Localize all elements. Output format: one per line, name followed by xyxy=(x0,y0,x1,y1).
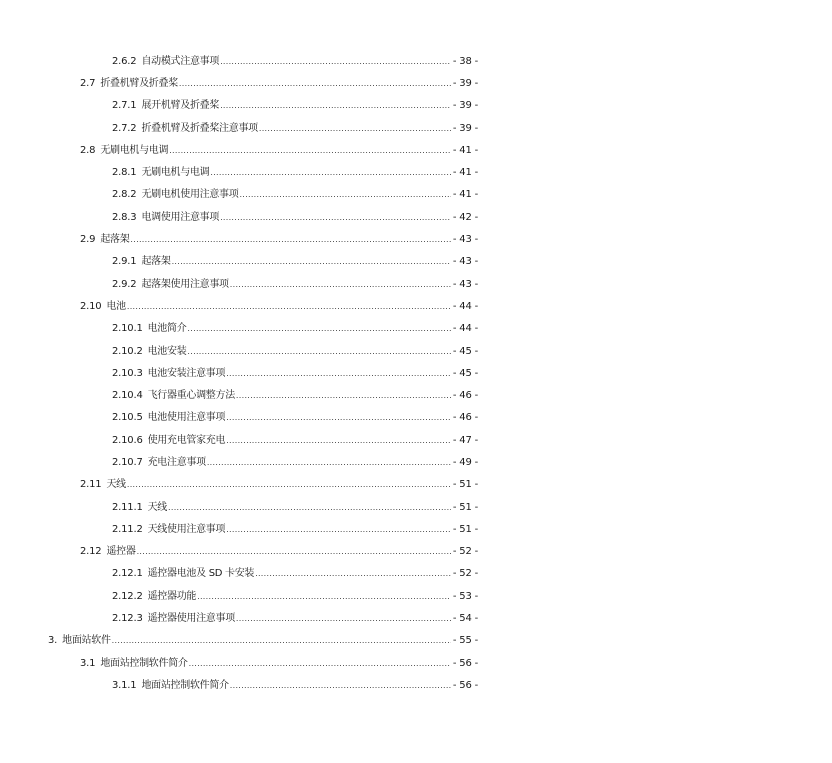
toc-section-title: 充电注意事项 xyxy=(147,456,206,468)
toc-section-number: 2.10.6 xyxy=(112,434,143,446)
toc-section-title: 展开机臂及折叠桨 xyxy=(141,100,220,112)
toc-dot-leader xyxy=(236,391,451,401)
toc-dot-leader xyxy=(226,413,451,423)
toc-dot-leader xyxy=(187,324,450,334)
toc-section-number: 2.10.4 xyxy=(112,390,143,402)
toc-entry-content xyxy=(80,542,832,557)
toc-section-number: 3.1.1 xyxy=(112,679,137,691)
toc-section-title: 起落架使用注意事项 xyxy=(141,278,229,290)
toc-section-number: 2.12 xyxy=(80,546,102,558)
toc-page-number: - 39 - xyxy=(452,100,478,112)
toc-section-title: 自动模式注意事项 xyxy=(141,55,220,67)
toc-entry-content xyxy=(80,654,832,669)
toc-page-number: - 41 - xyxy=(452,144,478,156)
toc-dot-leader xyxy=(230,681,451,691)
toc-page-number: - 44 - xyxy=(452,323,478,335)
toc-dot-leader xyxy=(220,57,451,67)
toc-page-number: - 52 - xyxy=(452,546,478,558)
toc-page-number: - 44 - xyxy=(452,300,478,312)
toc-page-number: - 54 - xyxy=(452,613,478,625)
toc-entry[interactable] xyxy=(0,672,832,694)
toc-entry[interactable] xyxy=(0,405,832,427)
toc-entry-content xyxy=(112,386,832,401)
toc-entry[interactable] xyxy=(0,159,832,181)
toc-entry-content xyxy=(112,52,832,67)
toc-dot-leader xyxy=(220,101,451,111)
toc-entry-content xyxy=(112,676,832,691)
toc-entry-content xyxy=(80,230,832,245)
toc-dot-leader xyxy=(130,235,450,245)
toc-section-title: 无刷电机使用注意事项 xyxy=(141,189,239,201)
toc-page-number: - 46 - xyxy=(452,412,478,424)
toc-section-number: 2.8.2 xyxy=(112,189,137,201)
toc-entry[interactable] xyxy=(0,628,832,650)
toc-dot-leader xyxy=(168,503,451,513)
toc-section-number: 2.8 xyxy=(80,144,96,156)
toc-entry[interactable] xyxy=(0,650,832,672)
toc-section-title: 天线 xyxy=(106,479,126,491)
toc-entry[interactable] xyxy=(0,605,832,627)
toc-entry[interactable] xyxy=(0,115,832,137)
toc-page-number: - 46 - xyxy=(452,390,478,402)
toc-entry[interactable] xyxy=(0,137,832,159)
toc-section-number: 2.7 xyxy=(80,77,96,89)
toc-entry-content xyxy=(112,498,832,513)
toc-page-number: - 47 - xyxy=(452,434,478,446)
toc-section-title: 起落架 xyxy=(141,256,171,268)
toc-section-title: 电池简介 xyxy=(147,323,187,335)
toc-section-number: 2.6.2 xyxy=(112,55,137,67)
toc-entry[interactable] xyxy=(0,316,832,338)
toc-section-number: 2.10.2 xyxy=(112,345,143,357)
toc-section-title: 遥控器 xyxy=(106,546,136,558)
toc-section-title: 电调使用注意事项 xyxy=(141,211,220,223)
toc-entry-content xyxy=(112,364,832,379)
toc-section-number: 2.10 xyxy=(80,300,102,312)
toc-section-number: 2.10.3 xyxy=(112,367,143,379)
toc-dot-leader xyxy=(172,257,451,267)
toc-page-number: - 38 - xyxy=(452,55,478,67)
toc-page-number: - 49 - xyxy=(452,456,478,468)
toc-section-number: 2.12.3 xyxy=(112,613,143,625)
toc-entry-content xyxy=(80,141,832,156)
toc-entry-content xyxy=(112,275,832,290)
toc-dot-leader xyxy=(127,302,451,312)
toc-entry[interactable] xyxy=(0,494,832,516)
toc-section-title: 电池安装 xyxy=(147,345,187,357)
toc-entry[interactable] xyxy=(0,70,832,92)
toc-entry[interactable] xyxy=(0,293,832,315)
toc-section-title: 无刷电机与电调 xyxy=(100,144,169,156)
toc-entry-content xyxy=(80,74,832,89)
toc-entry[interactable] xyxy=(0,360,832,382)
toc-section-number: 2.7.2 xyxy=(112,122,137,134)
toc-entry-content xyxy=(48,631,832,646)
toc-dot-leader xyxy=(226,525,451,535)
toc-section-number: 2.12.2 xyxy=(112,590,143,602)
toc-page-number: - 53 - xyxy=(452,590,478,602)
toc-entry[interactable] xyxy=(0,271,832,293)
toc-section-title: 地面站软件 xyxy=(62,635,111,647)
toc-entry[interactable] xyxy=(0,449,832,471)
toc-entry[interactable] xyxy=(0,427,832,449)
toc-section-number: 2.7.1 xyxy=(112,100,137,112)
toc-entry[interactable] xyxy=(0,472,832,494)
toc-entry[interactable] xyxy=(0,382,832,404)
toc-dot-leader xyxy=(210,168,451,178)
toc-dot-leader xyxy=(220,213,451,223)
toc-page-number: - 41 - xyxy=(452,189,478,201)
toc-section-number: 2.10.7 xyxy=(112,456,143,468)
toc-entry[interactable] xyxy=(0,204,832,226)
toc-section-title: 折叠机臂及折叠桨 xyxy=(100,77,178,89)
toc-dot-leader xyxy=(189,659,451,669)
table-of-contents xyxy=(0,48,832,695)
toc-section-title: 遥控器电池及 SD 卡安装 xyxy=(147,568,255,580)
toc-entry-content xyxy=(112,252,832,267)
toc-page-number: - 51 - xyxy=(452,501,478,513)
toc-section-title: 起落架 xyxy=(100,234,130,246)
toc-entry[interactable] xyxy=(0,516,832,538)
toc-entry-content xyxy=(112,119,832,134)
toc-section-title: 电池安装注意事项 xyxy=(147,367,226,379)
toc-section-title: 飞行器重心调整方法 xyxy=(147,390,235,402)
toc-dot-leader xyxy=(230,280,451,290)
toc-section-number: 2.9 xyxy=(80,234,96,246)
toc-dot-leader xyxy=(169,146,451,156)
toc-page-number: - 41 - xyxy=(452,167,478,179)
toc-section-title: 天线使用注意事项 xyxy=(147,523,226,535)
toc-page-number: - 51 - xyxy=(452,523,478,535)
toc-entry-content xyxy=(112,520,832,535)
toc-page-number: - 42 - xyxy=(452,211,478,223)
toc-dot-leader xyxy=(259,124,451,134)
toc-page-number: - 45 - xyxy=(452,345,478,357)
toc-entry-content xyxy=(112,431,832,446)
toc-dot-leader xyxy=(179,79,451,89)
toc-section-number: 2.8.3 xyxy=(112,211,137,223)
toc-dot-leader xyxy=(137,547,451,557)
toc-section-title: 遥控器功能 xyxy=(147,590,197,602)
toc-section-title: 折叠机臂及折叠桨注意事项 xyxy=(141,122,258,134)
toc-entry[interactable] xyxy=(0,583,832,605)
toc-section-number: 2.8.1 xyxy=(112,167,137,179)
toc-entry[interactable] xyxy=(0,539,832,561)
toc-entry-content xyxy=(112,319,832,334)
toc-entry-content xyxy=(80,297,832,312)
toc-section-title: 无刷电机与电调 xyxy=(141,167,210,179)
toc-page-number: - 52 - xyxy=(452,568,478,580)
toc-page-number: - 39 - xyxy=(452,77,478,89)
toc-section-number: 2.10.5 xyxy=(112,412,143,424)
toc-page-number: - 51 - xyxy=(452,479,478,491)
toc-dot-leader xyxy=(255,569,451,579)
toc-dot-leader xyxy=(236,614,451,624)
toc-entry-content xyxy=(112,342,832,357)
toc-section-number: 2.10.1 xyxy=(112,323,143,335)
toc-page-number: - 43 - xyxy=(452,256,478,268)
toc-entry-content xyxy=(112,408,832,423)
toc-section-title: 电池使用注意事项 xyxy=(147,412,226,424)
toc-entry[interactable] xyxy=(0,48,832,70)
toc-page-number: - 43 - xyxy=(452,234,478,246)
toc-entry-content xyxy=(112,185,832,200)
toc-entry-content xyxy=(112,453,832,468)
toc-section-number: 3.1 xyxy=(80,657,96,669)
toc-entry-content xyxy=(112,564,832,579)
toc-section-number: 2.12.1 xyxy=(112,568,143,580)
toc-entry-content xyxy=(112,96,832,111)
toc-section-number: 2.9.2 xyxy=(112,278,137,290)
toc-page-number: - 55 - xyxy=(452,635,478,647)
toc-entry[interactable] xyxy=(0,182,832,204)
toc-page-number: - 43 - xyxy=(452,278,478,290)
toc-dot-leader xyxy=(239,190,450,200)
toc-section-number: 2.11.1 xyxy=(112,501,143,513)
toc-dot-leader xyxy=(112,636,451,646)
toc-dot-leader xyxy=(207,458,451,468)
toc-dot-leader xyxy=(197,592,451,602)
toc-page-number: - 45 - xyxy=(452,367,478,379)
toc-section-number: 2.11 xyxy=(80,479,102,491)
toc-section-title: 遥控器使用注意事项 xyxy=(147,613,235,625)
toc-section-title: 地面站控制软件简介 xyxy=(100,657,188,669)
toc-entry-content xyxy=(80,475,832,490)
toc-section-title: 使用充电管家充电 xyxy=(147,434,226,446)
toc-entry[interactable] xyxy=(0,338,832,360)
toc-page-number: - 39 - xyxy=(452,122,478,134)
toc-section-number: 2.11.2 xyxy=(112,523,143,535)
toc-entry-content xyxy=(112,208,832,223)
toc-section-title: 地面站控制软件简介 xyxy=(141,679,229,691)
toc-dot-leader xyxy=(187,347,450,357)
toc-dot-leader xyxy=(226,369,451,379)
toc-entry[interactable] xyxy=(0,561,832,583)
toc-section-title: 天线 xyxy=(147,501,168,513)
toc-section-title: 电池 xyxy=(106,300,126,312)
toc-page-number: - 56 - xyxy=(452,657,478,669)
toc-entry-content xyxy=(112,587,832,602)
toc-dot-leader xyxy=(226,436,451,446)
toc-entry[interactable] xyxy=(0,249,832,271)
toc-section-number: 3. xyxy=(48,635,58,647)
toc-page-number: - 56 - xyxy=(452,679,478,691)
toc-entry-content xyxy=(112,163,832,178)
toc-section-number: 2.9.1 xyxy=(112,256,137,268)
toc-entry[interactable] xyxy=(0,226,832,248)
toc-entry-content xyxy=(112,609,832,624)
toc-dot-leader xyxy=(127,480,451,490)
toc-entry[interactable] xyxy=(0,93,832,115)
